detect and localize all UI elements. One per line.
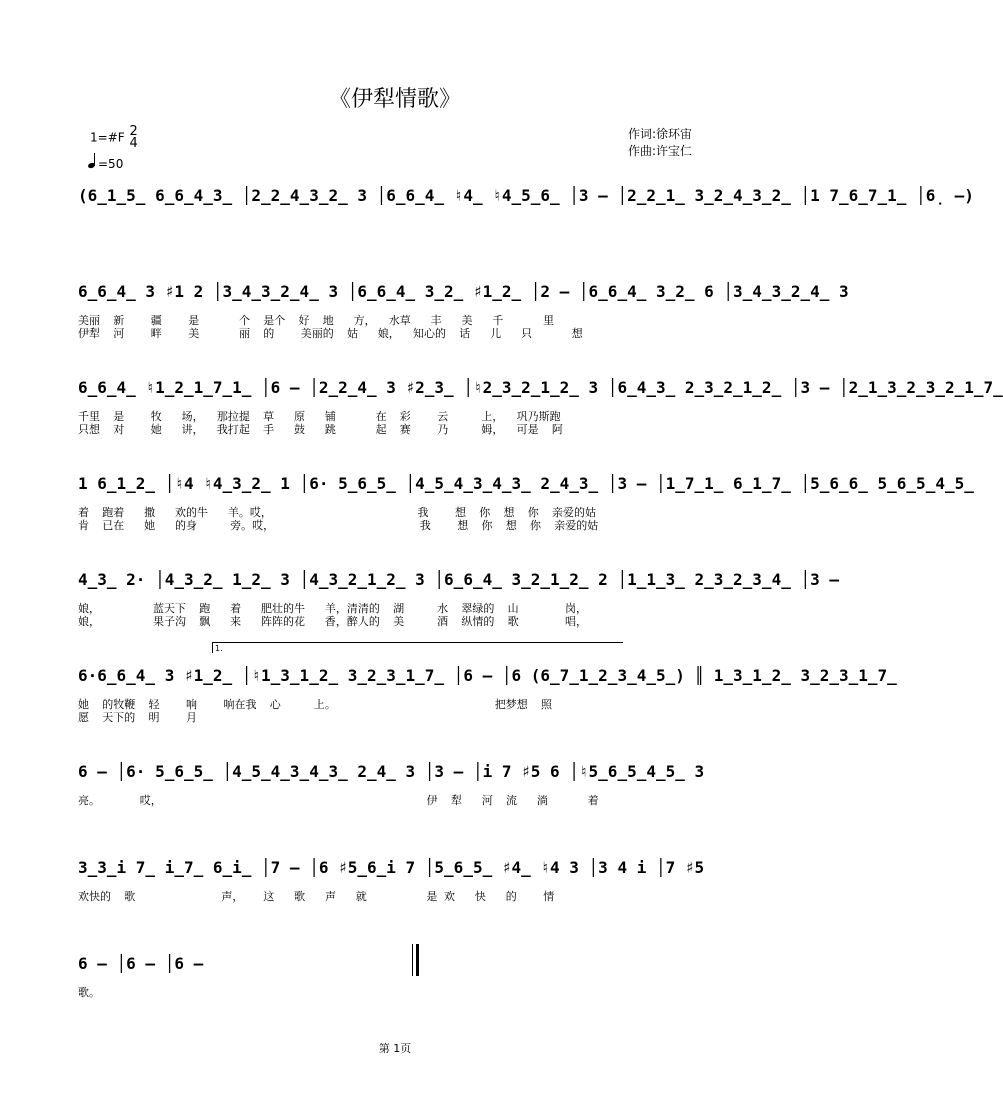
notation-line: 6̲6̲4̲ 3 ♯1 2 │3̲4̲3̲2̲4̲ 3 │6̲6̲4̲ 3̲2̲ ♯1̲2̲ │2 – │6̲6̲4̲ 3̲2̲ 6 │3̲4̲3̲2̲4̲ 3 — [78, 282, 849, 301]
system-7 — [78, 750, 730, 807]
time-numerator: 2 — [129, 124, 138, 139]
lyric-verse-1: 亮。 哎， 伊 犁 河 流 淌 着 — [78, 794, 599, 807]
lyric-verse-1: 她 的牧鞭 轻 响 响在我 心 上。 把梦想 照 — [78, 698, 553, 711]
staff-line — [78, 366, 1003, 406]
final-barline-thick — [416, 944, 419, 976]
notation-line: 6 – │6· 5̲6̲5̲ │4̲5̲4̲3̲4̲3̲ 2̲4̲ 3 │3 – │i 7 ♯5 6 │♮5̲6̲5̲4̲5̲ 3 — [78, 762, 705, 781]
lyric-verse-1: 着 跑着 撒 欢的牛 羊。哎， 我 想 你 想 你 亲爱的姑 — [78, 506, 597, 519]
staff-line — [78, 846, 730, 886]
lyric-verse-2: 伊犁 河 畔 美 丽 的 美丽的 姑 娘， 知心的 话 儿 只 想 — [78, 327, 583, 340]
notation-line: 6̲6̲4̲ ♮1̲2̲1̲7̲1̲ │6 – │2̲2̲4̲ 3 ♯2̲3̲ │♮2̲3̲2̲1̲2̲ 3 │6̲4̲3̲ 2̲3̲2̲1̲2̲ │3 – │2̲1̲3̲2̲3̲2̲1̲7̲ — [78, 378, 1003, 397]
staff-line — [78, 558, 839, 598]
system-5 — [78, 558, 839, 628]
lyric-verse-2: 肯 已在 她 的身 旁。哎， 我 想 你 想 你 亲爱的姑 — [78, 519, 599, 532]
song-title: 《伊犁情歌》 — [328, 87, 461, 112]
staff-line — [78, 174, 974, 214]
staff-line — [78, 654, 897, 694]
quarter-note-icon — [88, 154, 98, 168]
system-4 — [78, 462, 974, 532]
notation-line: 3̲3̲i 7̲ i̲7̲ 6̲i̲ │7 – │6 ♯5̲6̲i 7 │5̲6̲5̲ ♯4̲ ♮4 3 │3 4 i │7 ♯5 — [78, 858, 705, 877]
final-barline-thin — [412, 944, 413, 976]
system-2 — [78, 270, 849, 340]
lyric-verse-1: 歌。 — [78, 986, 100, 999]
key-signature — [90, 126, 138, 150]
notation-line: 6 – │6 – │6 – — [78, 954, 204, 973]
notation-line: (6̲1̲5̲ 6̲6̲4̲3̲ │2̲2̲4̲3̲2̲ 3 │6̲6̲4̲ ♮4̲ ♮4̲5̲6̲ │3 – │2̲2̲1̲ 3̲2̲4̲3̲2̲ │1 7̲6̲7̲1̲ │6̣ –) — [78, 186, 974, 205]
system-1 — [78, 174, 974, 214]
lyric-verse-1: 欢快的 歌 声， 这 歌 声 就 是 欢 快 的 情 — [78, 890, 555, 903]
system-3 — [78, 366, 1003, 436]
time-signature — [129, 126, 137, 150]
lyric-verse-1: 娘， 蓝天下 跑 着 肥壮的牛 羊，清清的 湖 水 翠绿的 山 岗， — [78, 602, 588, 615]
lyric-verse-1: 美丽 新 疆 是 个 是个 好 地 方， 水草 丰 美 千 里 — [78, 314, 555, 327]
staff-line — [78, 942, 730, 982]
staff-line — [78, 270, 849, 310]
credits — [628, 126, 692, 160]
staff-line — [78, 462, 974, 502]
system-9 — [78, 942, 730, 999]
system-8 — [78, 846, 730, 903]
staff-line — [78, 750, 730, 790]
key-label: 1=#F — [90, 130, 125, 145]
lyric-verse-2: 娘， 果子沟 飘 来 阵阵的花 香，醉人的 美 酒 纵情的 歌 唱， — [78, 615, 588, 628]
lyricist: 作词:徐环宙 — [628, 127, 693, 141]
notation-line: 1 6̲1̲2̲ │♮4 ♮4̲3̲2̲ 1 │6· 5̲6̲5̲ │4̲5̲4̲3̲4̲3̲ 2̲4̲3̲ │3 – │1̲7̲1̲ 6̲1̲7̲ │5̲6̲6̲ 5̲6̲5̲4̲5̲ — [78, 474, 974, 493]
notation-line: 6·6̲6̲4̲ 3 ♯1̲2̲ │♮1̲3̲1̲2̲ 3̲2̲3̲1̲7̲ │6 – │6 (6̲7̲1̲2̲3̲4̲5̲) ║ 1̲3̲1̲2̲ 3̲2̲3̲1̲7̲ — [78, 666, 897, 685]
page-number: 第 1页 — [378, 1042, 412, 1055]
composer: 作曲:许宝仁 — [628, 144, 693, 158]
lyric-verse-2: 只想 对 她 讲， 我打起 手 鼓 跳 起 赛 乃 姆， 可是 阿 — [78, 423, 563, 436]
tempo-marking — [88, 154, 123, 171]
volta-bracket — [212, 642, 623, 653]
notation-line: 4̲3̲ 2· │4̲3̲2̲ 1̲2̲ 3 │4̲3̲2̲1̲2̲ 3 │6̲6̲4̲ 3̲2̲1̲2̲ 2 │1̲1̲3̲ 2̲3̲2̲3̲4̲ │3 – — [78, 570, 839, 589]
volta-label: 1. — [215, 644, 223, 653]
lyric-verse-2: 愿 天下的 明 月 — [78, 711, 197, 724]
system-6 — [78, 644, 897, 724]
lyric-verse-1: 千里 是 牧 场， 那拉提 草 原 铺 在 彩 云 上， 巩乃斯跑 — [78, 410, 561, 423]
time-denominator: 4 — [129, 136, 138, 151]
tempo-value: =50 — [98, 157, 124, 171]
